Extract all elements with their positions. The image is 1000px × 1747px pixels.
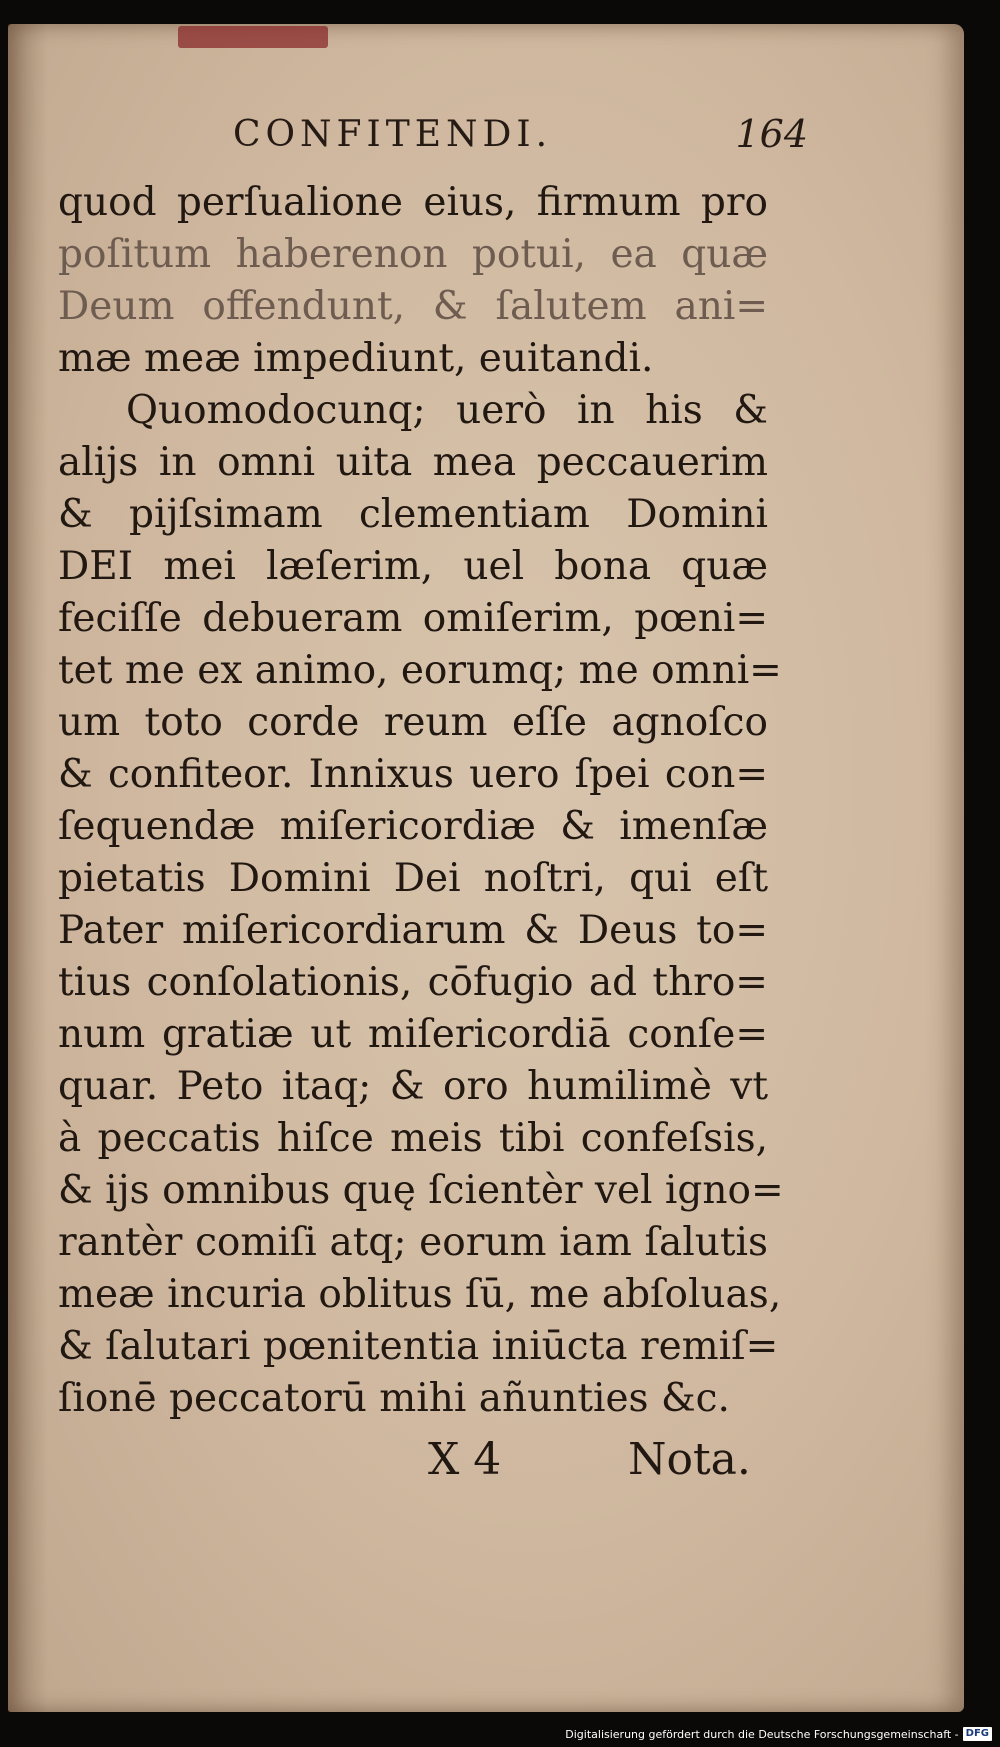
text-line: à peccatis hiſce meis tibi confeſsis, — [58, 1116, 768, 1161]
text-line: poſitum haberenon potui, ea quæ — [58, 232, 768, 277]
text-line: um toto corde reum eſſe agnoſco — [58, 700, 768, 745]
book-page — [8, 24, 964, 1712]
text-line: & pijſsimam clementiam Domini — [58, 492, 768, 537]
text-line: ſionē peccatorū mihi añunties &c. — [58, 1376, 730, 1421]
text-line: & confiteor. Innixus uero ſpei con= — [58, 752, 768, 797]
text-line: DEI mei læſerim, uel bona quæ — [58, 544, 768, 589]
text-line: & ijs omnibus quę ſcientèr vel igno= — [58, 1168, 784, 1213]
text-line: quar. Peto itaq; & oro humilimè vt — [58, 1064, 768, 1109]
text-line: meæ incuria oblitus ſū, me abſoluas, — [58, 1272, 782, 1317]
dfg-attribution — [565, 1727, 992, 1741]
text-line: quod perſualione eius, firmum pro — [58, 180, 768, 225]
text-line: pietatis Domini Dei noſtri, qui eſt — [58, 856, 768, 901]
catchword: Nota. — [628, 1434, 751, 1485]
text-line: feciſſe debueram omiſerim, pœni= — [58, 596, 768, 641]
red-bookmark-tab — [178, 26, 328, 48]
body-text — [58, 177, 784, 1425]
text-line: alijs in omni uita mea peccauerim — [58, 440, 768, 485]
running-head: CONFITENDI. — [233, 114, 553, 155]
text-line: ſequendæ miſericordiæ & imenſæ — [58, 804, 768, 849]
dfg-logo: DFG — [963, 1727, 992, 1741]
signature-mark: X 4 — [428, 1434, 502, 1485]
text-line: Pater miſericordiarum & Deus to= — [58, 908, 768, 953]
text-line: tet me ex animo, eorumq; me omni= — [58, 648, 782, 693]
text-line: & ſalutari pœnitentia iniūcta remiſ= — [58, 1324, 779, 1369]
text-line: mæ meæ impediunt, euitandi. — [58, 336, 654, 381]
page-spine-shadow — [8, 24, 48, 1712]
text-line: Deum offendunt, & ſalutem ani= — [58, 284, 768, 329]
text-line: rantèr comiſi atq; eorum iam ſalutis — [58, 1220, 768, 1265]
attribution-text: Digitalisierung gefördert durch die Deutsche Forschungsgemeinschaft - — [565, 1727, 959, 1741]
page-header — [48, 108, 938, 168]
text-line: Quomodocunq; uerò in his & — [126, 388, 768, 433]
page-number: 164 — [735, 112, 808, 156]
page-footer — [48, 1434, 938, 1494]
text-line: tius conſolationis, cōfugio ad thro= — [58, 960, 768, 1005]
text-line: num gratiæ ut miſericordiā conſe= — [58, 1012, 768, 1057]
